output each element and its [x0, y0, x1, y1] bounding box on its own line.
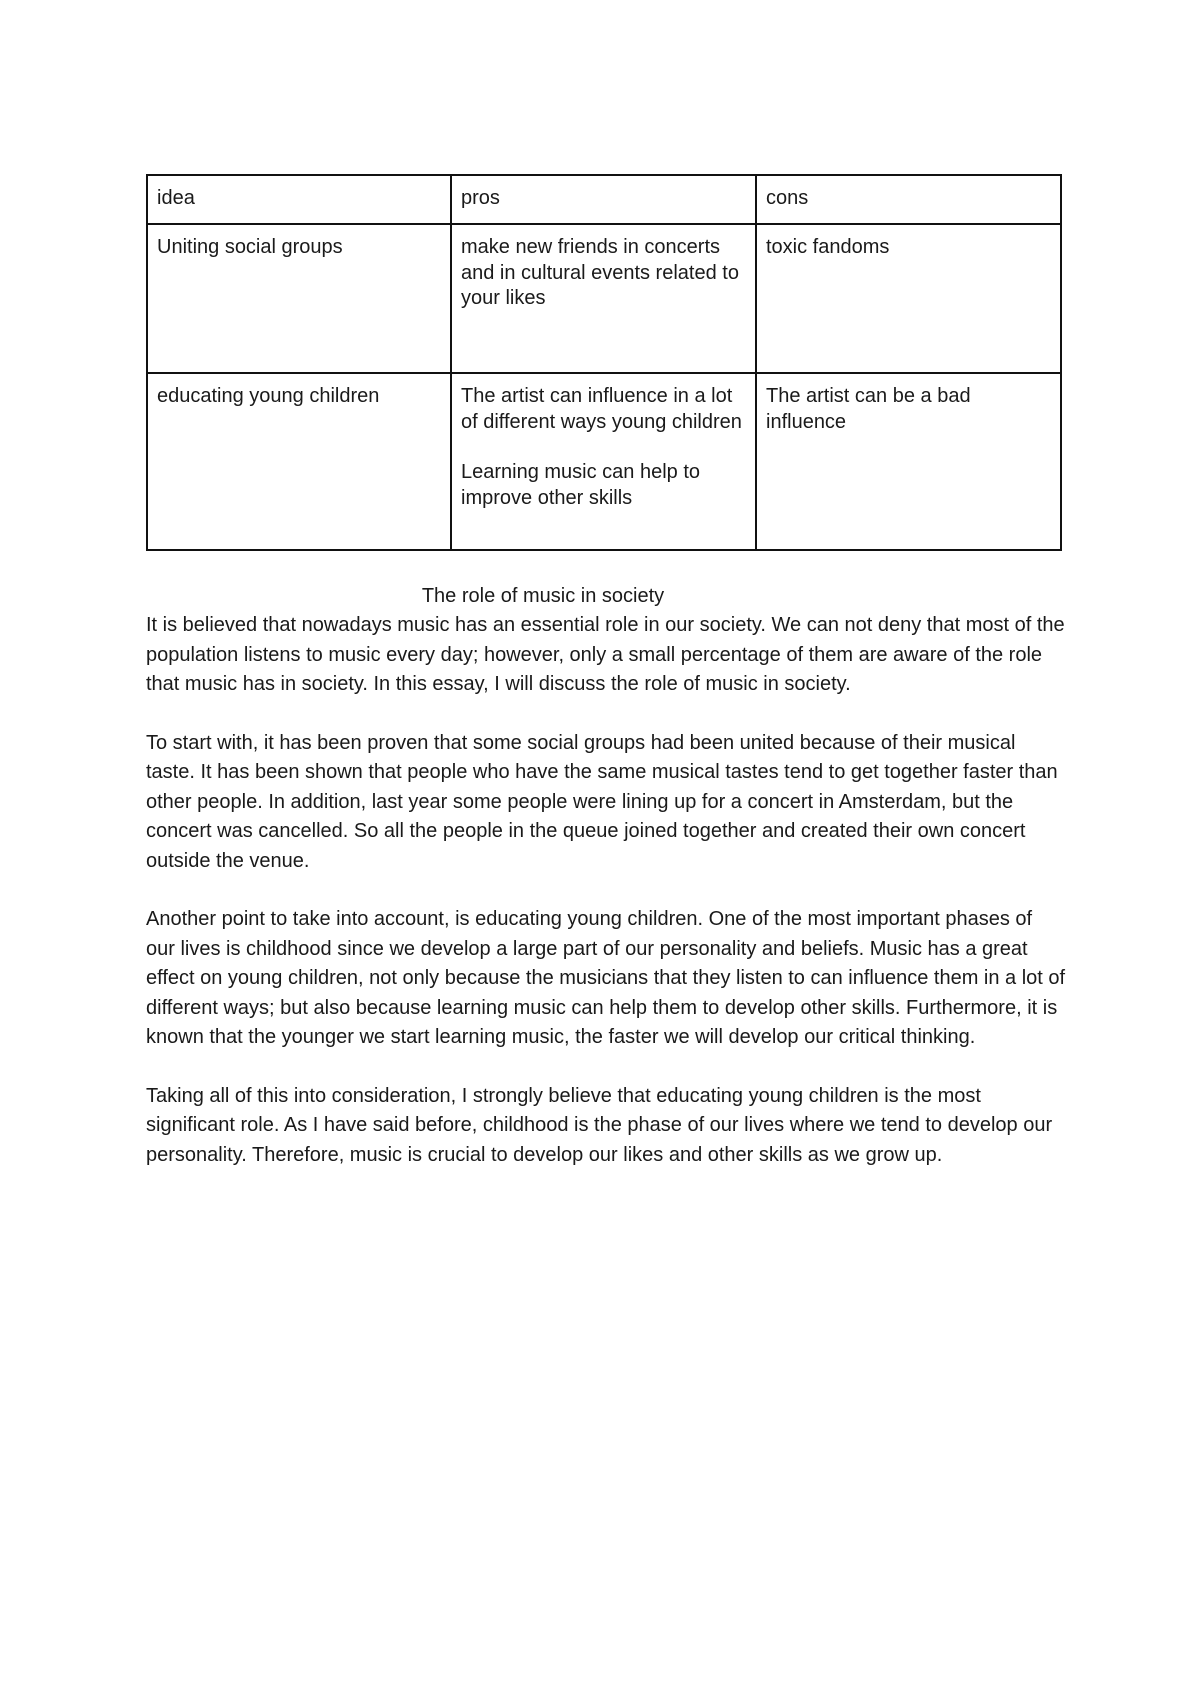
pros-text: Learning music can help to improve other skills	[461, 461, 701, 509]
table-header-row	[147, 175, 1061, 224]
essay	[146, 582, 1066, 1199]
pros-text: The artist can influence in a lot of different ways young children	[461, 385, 742, 433]
table-row	[147, 373, 1061, 550]
essay-paragraph: It is believed that nowadays music has an essential role in our society. We can not deny that most of the population listens to music every day; however, only a small percentage of them are aware of the role that music has in society. In this essay, I will discuss the role of music in society.	[146, 614, 1065, 696]
pros-cons-table	[146, 174, 1062, 551]
pros-cell	[451, 373, 756, 550]
essay-paragraph: Another point to take into account, is educating young children. One of the most important phases of our lives is childhood since we develop a large part of our personality and beliefs. Music has a great effect on young children, not only because the musicians that they listen to can influence them in a lot of different ways; but also because learning music can help them to develop other skills. Furthermore, it is known that the younger we start learning music, the faster we will develop our critical thinking.	[146, 908, 1066, 1049]
header-cell-cons: cons	[756, 175, 1061, 224]
essay-paragraph: Taking all of this into consideration, I strongly believe that educating young children is the most significant role. As I have said before, childhood is the phase of our lives where we tend to develop our personality. Therefore, music is crucial to develop our likes and other skills as we grow up.	[146, 1084, 1053, 1166]
essay-paragraph: To start with, it has been proven that some social groups had been united because of their musical taste. It has been shown that people who have the same musical tastes tend to get together faster than other people. In addition, last year some people were lining up for a concert in Amsterdam, but the concert was cancelled. So all the people in the queue joined together and created their own concert outside the venue.	[146, 732, 1058, 872]
idea-cell: Uniting social groups	[147, 224, 451, 373]
pros-text: make new friends in concerts and in cultural events related to your likes	[461, 236, 739, 309]
cons-cell: toxic fandoms	[756, 224, 1061, 373]
header-cell-pros: pros	[451, 175, 756, 224]
table-row	[147, 224, 1061, 373]
essay-title: The role of music in society	[421, 585, 665, 607]
header-cell-idea: idea	[147, 175, 451, 224]
cons-cell: The artist can be a bad influence	[756, 373, 1061, 550]
idea-cell: educating young children	[147, 373, 451, 550]
pros-cell	[451, 224, 756, 373]
